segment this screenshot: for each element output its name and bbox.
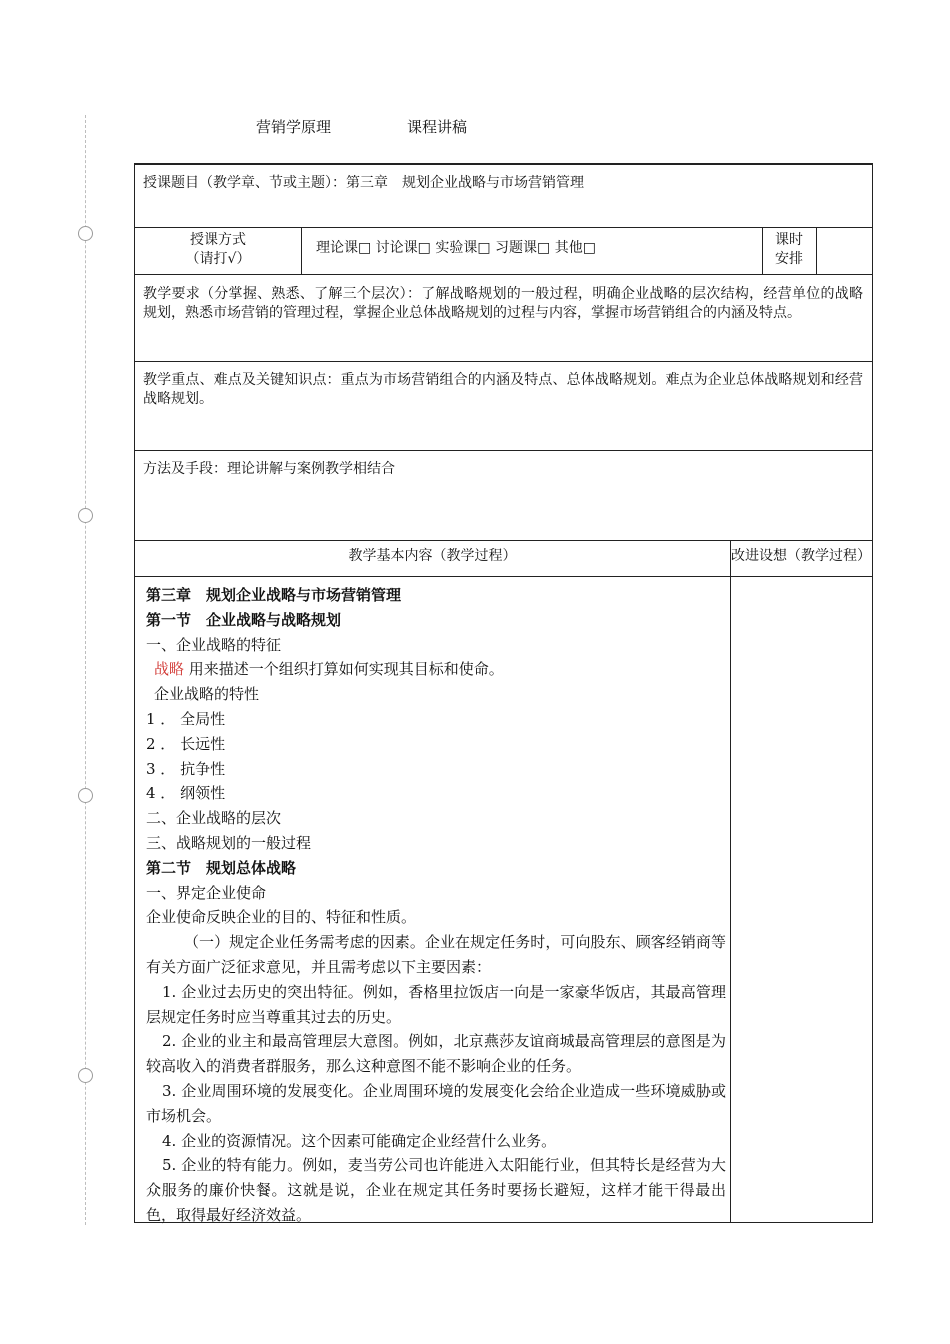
- hours-label: [762, 231, 816, 269]
- list-item: 2 ． 长远性: [146, 734, 226, 753]
- strategy-term: 战略: [154, 660, 185, 679]
- binding-dashed-line: [85, 115, 86, 1225]
- lesson-content: [146, 583, 726, 1228]
- method-row: [135, 228, 872, 275]
- paragraph: 4. 企业的资源情况。这个因素可能确定企业经营什么业务。: [162, 1131, 557, 1150]
- paragraph: 3. 企业周围环境的发展变化。企业周围环境的发展变化会给企业造成一些环境威胁或市场机会。: [146, 1081, 726, 1125]
- paragraph: 5. 企业的特有能力。例如，麦当劳公司也许能进入太阳能行业，但其特长是经营为大众服务的廉价快餐。这就是说，企业在规定其任务时要扬长避短，这样才能干得最出色，取得最好经济效益。: [146, 1156, 726, 1224]
- paragraph: 1. 企业过去历史的突出特征。例如，香格里拉饭店一向是一家豪华饭店，其最高管理层规定任务时应当尊重其过去的历史。: [146, 982, 726, 1026]
- content-header-main: 教学基本内容（教学过程）: [348, 548, 517, 564]
- divider: [816, 228, 817, 274]
- topic-label: 授课题目（教学章、节或主题）：: [143, 175, 346, 191]
- list-item: 二、企业战略的层次: [146, 809, 282, 828]
- divider: [301, 228, 302, 274]
- binding-hole: [78, 508, 93, 523]
- methods-row: [135, 451, 872, 541]
- hours-label-line1: 课时: [775, 232, 803, 248]
- hours-label-line2: 安排: [775, 251, 803, 267]
- strategy-definition-text: 用来描述一个组织打算如何实现其目标和使命。: [184, 660, 504, 679]
- binding-hole: [78, 788, 93, 803]
- list-item: 4 ． 纲领性: [146, 784, 226, 803]
- list-item: 一、界定企业使命: [146, 883, 267, 902]
- traits-title: 企业战略的特性: [154, 685, 260, 704]
- requirements-row: [135, 275, 872, 362]
- topic-cell: [143, 174, 584, 193]
- binding-hole: [78, 226, 93, 241]
- list-item: 一、企业战略的特征: [146, 635, 282, 654]
- strategy-definition: [146, 657, 726, 682]
- content-cell: [135, 577, 730, 1223]
- document-type: 课程讲稿: [407, 118, 468, 136]
- method-label: [135, 231, 301, 269]
- course-name: 营销学原理: [256, 118, 332, 136]
- method-options: 理论课□ 讨论课□ 实验课□ 习题课□ 其他□: [316, 240, 596, 256]
- method-label-line1: 授课方式: [190, 232, 246, 248]
- section-title: 第二节 规划总体战略: [146, 858, 297, 877]
- content-header-row: [135, 541, 872, 577]
- section-title: 第一节 企业战略与战略规划: [146, 610, 342, 629]
- method-label-line2: （请打√）: [185, 251, 251, 267]
- key-points-row: [135, 362, 872, 451]
- topic-value: 第三章 规划企业战略与市场营销管理: [346, 175, 584, 191]
- list-item: 三、战略规划的一般过程: [146, 833, 312, 852]
- binding-hole: [78, 1068, 93, 1083]
- list-item: 3 ． 抗争性: [146, 759, 226, 778]
- lesson-plan-table: [134, 163, 873, 1223]
- requirements-text: 教学要求（分掌握、熟悉、了解三个层次）：了解战略规划的一般过程，明确企业战略的层次结构，经营单位的战略规划，熟悉市场营销的管理过程，掌握企业总体战略规划的过程与内容，掌握市场营销组合的内涵及特点。: [143, 286, 863, 321]
- paragraph: （一）规定企业任务需考虑的因素。企业在规定任务时，可向股东、顾客经销商等有关方面广泛征求意见，并且需考虑以下主要因素：: [146, 933, 726, 976]
- content-divider: [730, 541, 731, 1222]
- key-points-text: 教学重点、难点及关键知识点：重点为市场营销组合的内涵及特点、总体战略规划。难点为企业总体战略规划和经营战略规划。: [143, 372, 863, 407]
- content-header-side: 改进设想（教学过程）: [731, 548, 871, 564]
- paragraph: 2. 企业的业主和最高管理层大意图。例如，北京燕莎友谊商城最高管理层的意图是为较高收入的消费者群服务，那么这种意图不能不影响企业的任务。: [146, 1032, 726, 1076]
- methods-text: 方法及手段：理论讲解与案例教学相结合: [143, 461, 395, 477]
- list-item: 1 ． 全局性: [146, 709, 226, 728]
- chapter-title: 第三章 规划企业战略与市场营销管理: [146, 586, 402, 604]
- topic-row: [135, 165, 872, 228]
- page-header: [0, 116, 950, 136]
- paragraph: 企业使命反映企业的目的、特征和性质。: [146, 908, 417, 927]
